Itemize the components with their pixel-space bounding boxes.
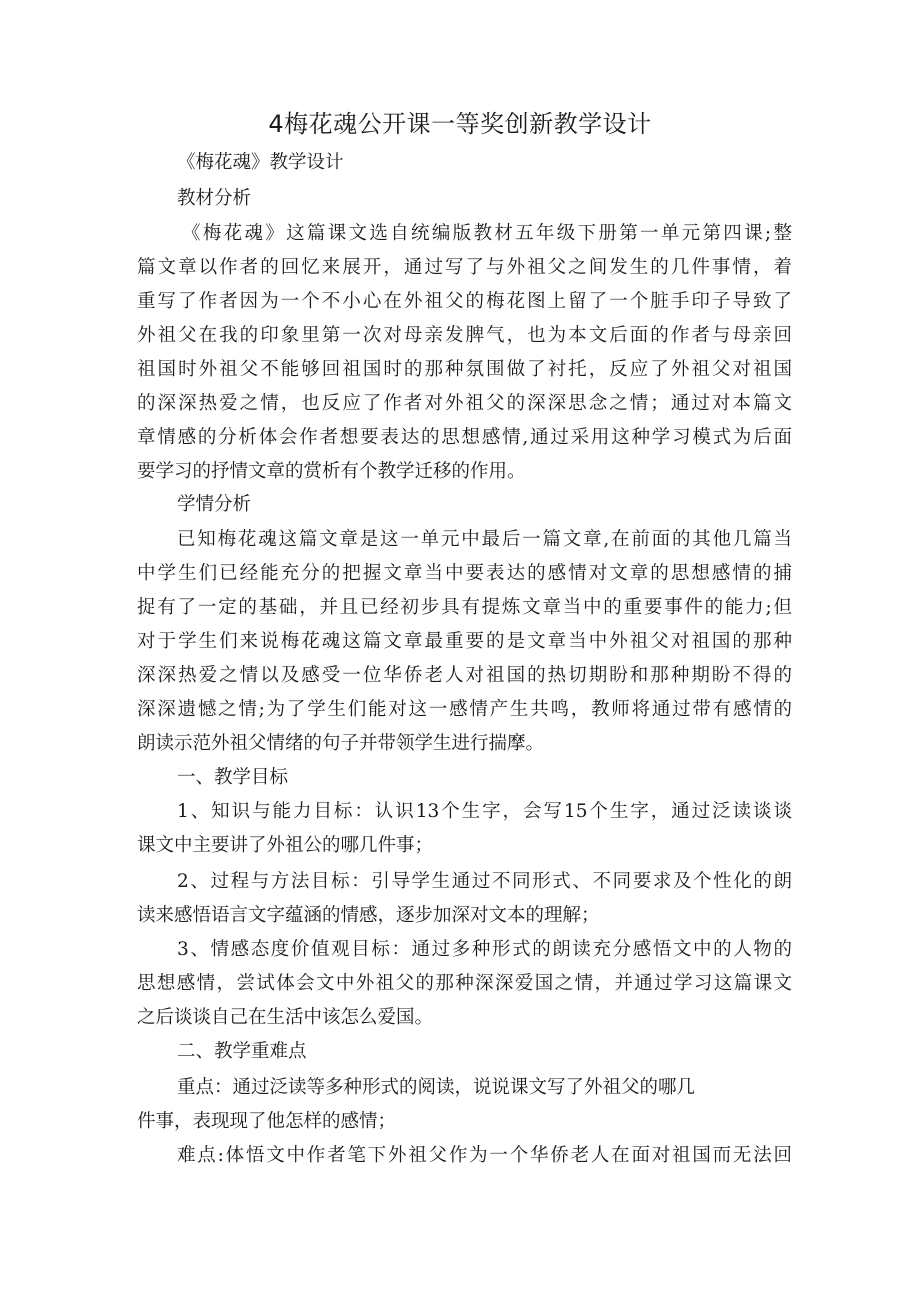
paragraph-line: 《梅花魂》这篇课文选自统编版教材五年级下册第一单元第四课;整 [182, 223, 792, 244]
document-title: 4梅花魂公开课一等奖创新教学设计 [268, 110, 652, 138]
paragraph-line: 要学习的抒情文章的赏析有个教学迁移的作用。 [137, 461, 526, 482]
paragraph-line: 中学生们已经能充分的把握文章当中要表达的感情对文章的思想感情的捕 [137, 563, 792, 584]
objective-line: 3、情感态度价值观目标：通过多种形式的朗读充分感悟文中的人物的 [177, 939, 792, 960]
heading-objectives: 一、教学目标 [177, 767, 289, 788]
objective-line: 读来感悟语言文字蕴涵的情感，逐步加深对文本的理解； [137, 905, 600, 926]
subtitle: 《梅花魂》教学设计 [177, 152, 344, 173]
paragraph-line: 篇文章以作者的回忆来展开，通过写了与外祖父之间发生的几件事情，着 [137, 257, 792, 278]
paragraph-line: 已知梅花魂这篇文章是这一单元中最后一篇文章,在前面的其他几篇当 [177, 529, 792, 550]
paragraph-line: 朗读示范外祖父情绪的句子并带领学生进行揣摩。 [137, 733, 545, 754]
paragraph-line: 祖国时外祖父不能够回祖国时的那种氛围做了衬托，反应了外祖父对祖国 [137, 359, 792, 380]
key-point-line: 件事，表现现了他怎样的感情； [137, 1111, 397, 1132]
paragraph-line: 深深遗憾之情;为了学生们能对这一感情产生共鸣，教师将通过带有感情的 [137, 699, 792, 720]
paragraph-line: 重写了作者因为一个不小心在外祖父的梅花图上留了一个脏手印子导致了 [137, 291, 792, 312]
paragraph-line: 深深热爱之情以及感受一位华侨老人对祖国的热切期盼和那种期盼不得的 [137, 665, 792, 686]
heading-student-analysis: 学情分析 [177, 494, 252, 515]
heading-key-points: 二、教学重难点 [177, 1041, 307, 1062]
objective-line: 1、知识与能力目标：认识13个生字，会写15个生字，通过泛读谈谈 [177, 801, 792, 822]
objective-line: 思想感情，尝试体会文中外祖父的那种深深爱国之情，并通过学习这篇课文 [137, 973, 792, 994]
paragraph-line: 外祖父在我的印象里第一次对母亲发脾气，也为本文后面的作者与母亲回 [137, 325, 792, 346]
paragraph-line: 捉有了一定的基础，并且已经初步具有提炼文章当中的重要事件的能力;但 [137, 597, 792, 618]
paragraph-line: 对于学生们来说梅花魂这篇文章最重要的是文章当中外祖父对祖国的那种 [137, 631, 792, 652]
objective-line: 课文中主要讲了外祖公的哪几件事； [137, 835, 434, 856]
paragraph-line: 的深深热爱之情，也反应了作者对外祖父的深深思念之情；通过对本篇文 [137, 393, 792, 414]
difficulty-line: 难点:体悟文中作者笔下外祖父作为一个华侨老人在面对祖国而无法回 [177, 1145, 792, 1166]
heading-material-analysis: 教材分析 [177, 188, 252, 209]
objective-line: 之后谈谈自己在生活中该怎么爱国。 [137, 1007, 434, 1028]
paragraph-line: 章情感的分析体会作者想要表达的思想感情,通过采用这种学习模式为后面 [137, 427, 792, 448]
key-point-line: 重点：通过泛读等多种形式的阅读，说说课文写了外祖父的哪几 [177, 1077, 696, 1098]
objective-line: 2、过程与方法目标：引导学生通过不同形式、不同要求及个性化的朗 [177, 871, 792, 892]
